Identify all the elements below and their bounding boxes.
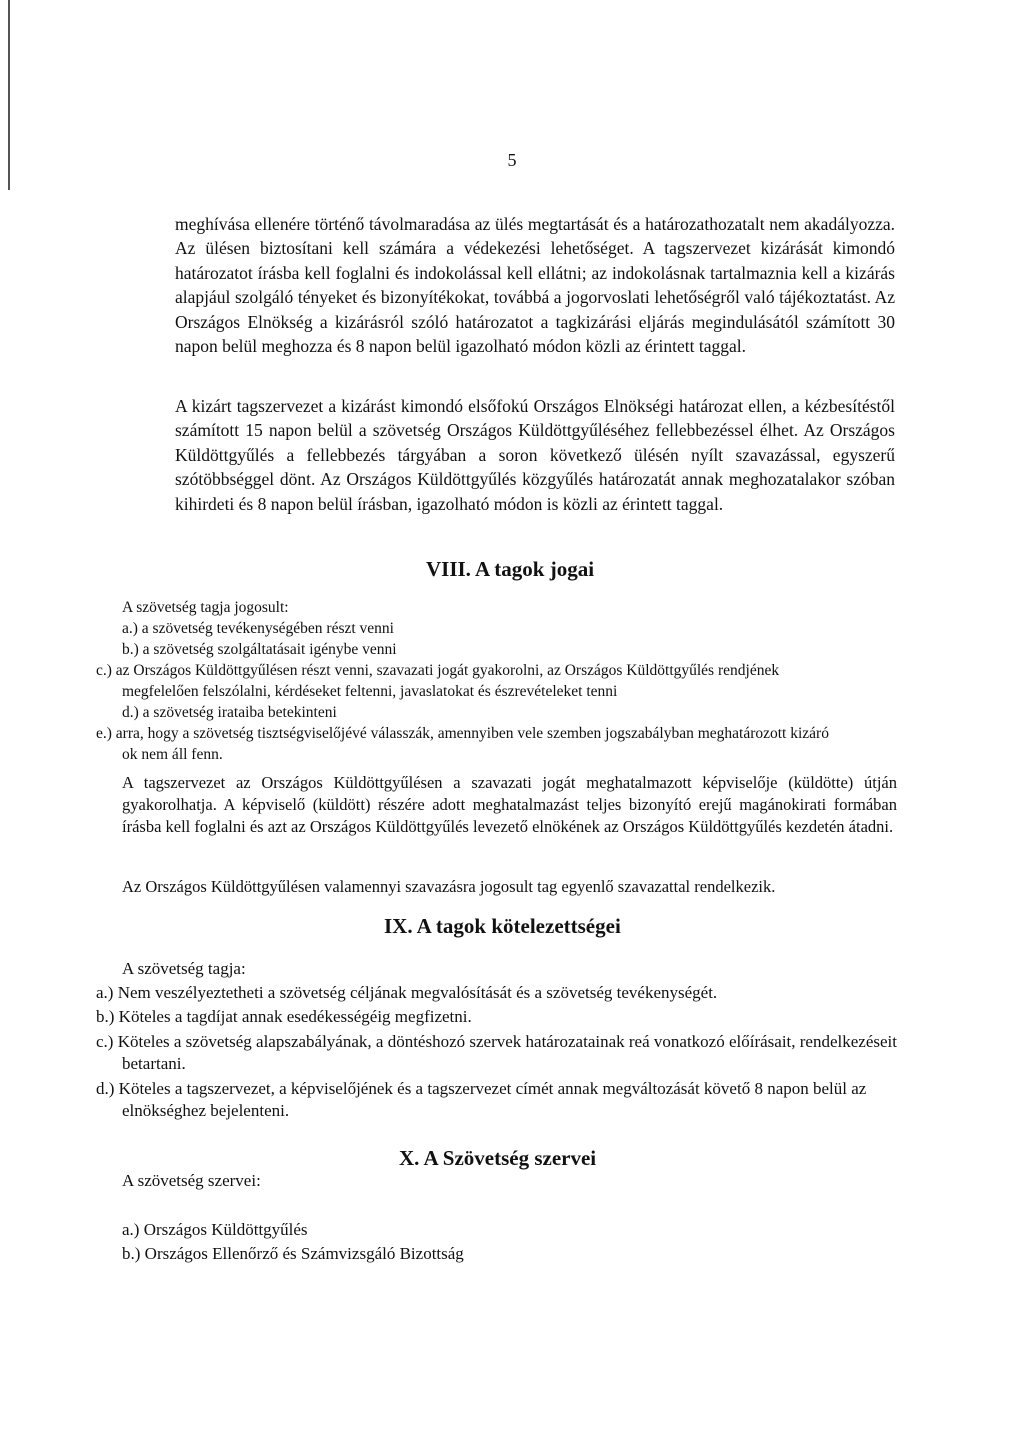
bodies-item: a.) Országos Küldöttgyűlés	[122, 1220, 308, 1239]
paragraph-delegate-voting: A tagszervezet az Országos Küldöttgyűlésen a szavazati jogát meghatalmazott képviselője (küldötte) útján gyakorolhatja. A képviselő (küldött) részére adott meghatalmazást teljes bizonyító erejű magánokirati formában írásba kell foglalni és azt az Országos Küldöttgyűlés levezető elnökének az Országos Küldöttgyűlés kezdetén átadni.	[122, 773, 897, 837]
rights-item: b.) a szövetség szolgáltatásait igénybe venni	[122, 641, 397, 658]
obligations-section	[96, 958, 902, 1123]
rights-item: a.) a szövetség tevékenységében részt venni	[122, 620, 394, 637]
section-heading-rights: VIII. A tagok jogai	[426, 557, 595, 581]
rights-list	[96, 618, 842, 765]
page-number: 5	[507, 150, 517, 170]
section-heading-obligations: IX. A tagok kötelezettségei	[384, 914, 621, 938]
obligations-item: c.) Köteles a szövetség alapszabályának, a döntéshozó szervek határozatainak reá vonatkozó előírásait, rendelkezéseit betartani.	[96, 1031, 897, 1073]
paragraph-equal-vote: Az Országos Küldöttgyűlésen valamennyi szavazásra jogosult tag egyenlő szavazattal rendelkezik.	[122, 877, 776, 896]
paragraph-appeal: A kizárt tagszervezet a kizárást kimondó elsőfokú Országos Elnökségi határozat ellen, a kézbesítéstől számított 15 napon belül a szövetség Országos Küldöttgyűléséhez fellebbezéssel élhet. Az Országos Küldöttgyűlés a fellebbezés tárgyában a soron következő ülésén nyílt szavazással, egyszerű szótöbbséggel dönt. Az Országos Küldöttgyűlés közgyűlés határozatát annak meghozatalakor szóban kihirdeti és 8 napon belül írásban, igazolható módon is közli az érintett taggal.	[175, 396, 895, 514]
rights-item: c.) az Országos Küldöttgyűlésen részt venni, szavazati jogát gyakorolni, az Országos Küldöttgyűlés rendjének megfelelően felszólalni, kérdéseket feltenni, javaslatokat és észrevételeket tenni	[96, 662, 780, 700]
obligations-list	[96, 982, 902, 1123]
paragraph-exclusion-procedure: meghívása ellenére történő távolmaradása az ülés megtartását és a határozathozatalt nem akadályozza. Az ülésen biztosítani kell számára a védekezési lehetőséget. A tagszervezet kizárását kimondó határozatot írásba kell foglalni és indokolással kell ellátni; az indokolásnak tartalmaznia kell a kizárás alapjául szolgáló tényeket és bizonyítékokat, továbbá a jogorvoslati lehetőségről való tájékoztatást. Az Országos Elnökség a kizárásról szóló határozatot a tagkizárási eljárás megindulásától számított 30 napon belül meghozza és 8 napon belül igazolható módon közli az érintett taggal.	[175, 214, 895, 357]
obligations-item: d.) Köteles a tagszervezet, a képviselőjének és a tagszervezet címét annak megváltozását követő 8 napon belül az elnökséghez bejelenteni.	[96, 1078, 867, 1120]
bodies-list	[122, 1218, 722, 1266]
rights-section	[96, 597, 842, 765]
bodies-intro: A szövetség szervei:	[122, 1171, 261, 1190]
obligations-item: b.) Köteles a tagdíjat annak esedékességéig megfizetni.	[96, 1007, 472, 1026]
section-heading-bodies: X. A Szövetség szervei	[399, 1146, 597, 1170]
obligations-item: a.) Nem veszélyeztetheti a szövetség céljának megvalósítását és a szövetség tevékenységét.	[96, 982, 718, 1002]
obligations-intro: A szövetség tagja:	[122, 959, 246, 978]
bodies-item: b.) Országos Ellenőrző és Számvizsgáló Bizottság	[122, 1244, 464, 1263]
rights-item: e.) arra, hogy a szövetség tisztségviselőjévé válasszák, amennyiben vele szemben jogszabályban meghatározott kizáró ok nem áll fenn.	[96, 725, 829, 763]
rights-intro: A szövetség tagja jogosult:	[122, 599, 289, 616]
rights-item: d.) a szövetség irataiba betekinteni	[122, 704, 337, 721]
